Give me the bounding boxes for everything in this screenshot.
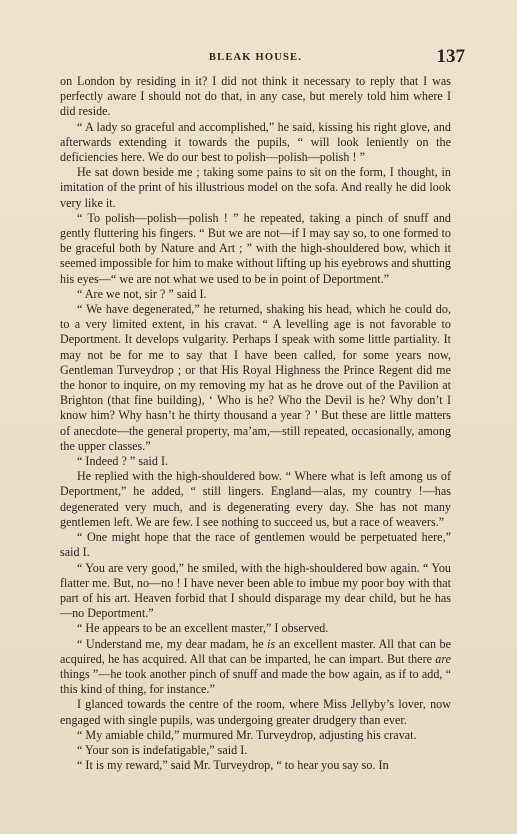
body-text (60, 74, 451, 773)
paragraph: He sat down beside me ; taking some pains to sit on the form, I thought, in imitation of the print of his illustrious model on the sofa. And really he did look very like it. (60, 165, 451, 210)
paragraph: “ Your son is indefatigable,” said I. (77, 742, 248, 757)
paragraph: “ Are we not, sir ? ” said I. (77, 286, 207, 301)
paragraph: “ My amiable child,” murmured Mr. Turveydrop, adjusting his cravat. (77, 727, 417, 742)
paragraph: “ Indeed ? ” said I. (77, 454, 169, 469)
emphasized-word: is (267, 636, 276, 651)
page-number: 137 (436, 46, 465, 67)
paragraph: “ To polish—polish—polish ! ” he repeated, taking a pinch of snuff and gently fluttering his fingers. “ But we are not—if I may say so, to one formed to be graceful both by Nature and Art ; ” with the high-shouldered bow, which it seemed impossible for him to make without lifting up his eyebrows and shutting his eyes—“ we are not what we used to be in point of Deportment.” (60, 210, 451, 286)
paragraph: “ We have degenerated,” he returned, shaking his head, which he could do, to a very limited extent, in his cravat. “ A levelling age is not favorable to Deportment. It develops vulgarity. Perhaps I speak with some little partiality. It may not be for me to say that I have been called, for some years now, Gentleman Turveydrop ; or that His Royal Highness the Prince Regent did me the honor to inquire, on my removing my hat as he drove out of the Pavilion at Brighton (that fine building), ‘ Who is he? Who the Devil is he? Why don’t I know him? Why hasn’t he thirty thousand a year ? ’ But these are little matters of anecdote—the general property, ma’am,—still repeated, occasionally, among the upper classes.” (60, 302, 451, 453)
paragraph: on London by residing in it? I did not think it necessary to reply that I was perfectly aware I should not do that, in any case, but merely told him where I did reside. (60, 74, 451, 119)
emphasized-word: are (435, 651, 451, 666)
paragraph: “ One might hope that the race of gentlemen would be perpetuated here,” said I. (60, 530, 451, 560)
paragraph-text: things ”—he took another pinch of snuff and made the bow again, as if to add, “ this kind of thing, for instance.” (60, 666, 451, 697)
paragraph: I glanced towards the centre of the room, where Miss Jellyby’s lover, now engaged with single pupils, was undergoing greater drudgery than ever. (60, 697, 451, 727)
paragraph-text: an excellent master. All that can be acquired, he has acquired. All that can be imparted, he can impart. But there (60, 636, 451, 666)
page-header (60, 44, 465, 74)
paragraph: “ A lady so graceful and accomplished,” he said, kissing his right glove, and afterwards extending it towards the pupils, “ will look leniently on the deficiencies here. We do our best to polish—polish—polish ! ” (60, 119, 451, 165)
running-head: BLEAK HOUSE. (208, 52, 303, 63)
paragraph: “ He appears to be an excellent master,” I observed. (77, 621, 329, 636)
paragraph-with-emphasis (60, 637, 451, 698)
paragraph: He replied with the high-shouldered bow. “ Where what is left among us of Deportment,” he added, “ still lingers. England—alas, my country !—has degenerated very much, and is degenerating every day. She has not many gentlemen left. We are few. I see nothing to succeed us, but a race of weavers.” (60, 469, 451, 529)
paragraph-text: “ Understand me, my dear madam, he (77, 636, 268, 651)
paragraph: “ You are very good,” he smiled, with the high-shouldered bow again. “ You flatter me. But, no—no ! I have never been able to imbue my poor boy with that part of his art. Heaven forbid that I should disparage my dear child, but he has—no Deportment.” (60, 560, 451, 621)
paragraph: “ It is my reward,” said Mr. Turveydrop, “ to hear you say so. In (77, 758, 389, 773)
